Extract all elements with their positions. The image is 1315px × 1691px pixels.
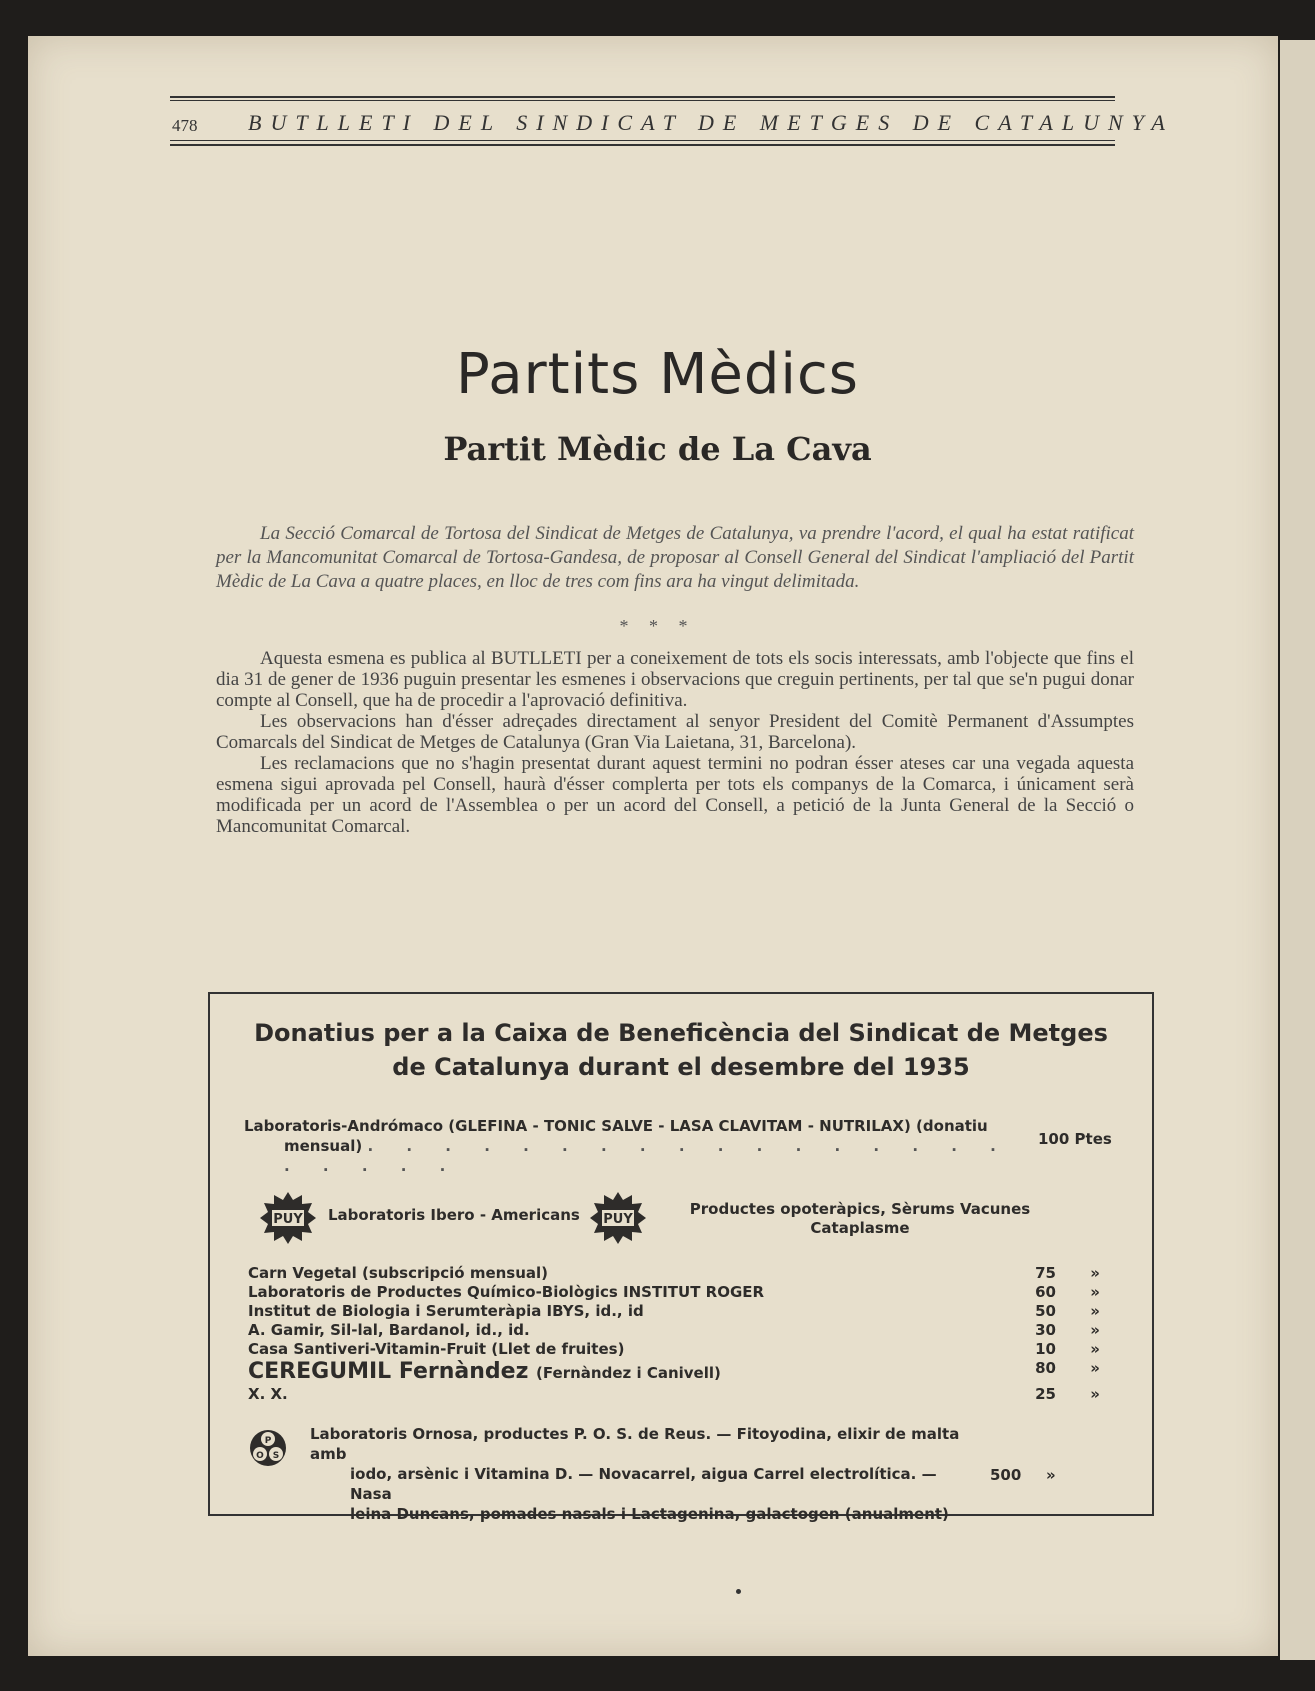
- donations-list: [248, 1264, 1128, 1404]
- svg-text:PUY: PUY: [603, 1212, 633, 1227]
- donation-row: [248, 1321, 1128, 1340]
- donation-row: [248, 1264, 1128, 1283]
- svg-text:PUY: PUY: [273, 1212, 303, 1227]
- donations-title: [220, 1016, 1142, 1084]
- svg-text:P: P: [264, 1436, 272, 1446]
- body-paragraph: Les reclamacions que no s'hagin presentat durant aquest termini no podran ésser ateses car una vegada aquesta esmena sigui aprovada pel Consell, haurà d'ésser complerta per tots els companys de la Comarca, i únicament serà modificada per un acord de l'Assemblea o per un acord del Consell, a petició de la Junta General de la Secció o Mancomunitat Comarcal.: [216, 753, 1134, 837]
- donation-row: [248, 1340, 1128, 1359]
- header-rule-top: [170, 96, 1115, 98]
- currency-ditto: »: [1090, 1321, 1100, 1339]
- puy-entry: [258, 1190, 1138, 1250]
- donations-title-line: de Catalunya durant el desembre del 1935: [392, 1053, 970, 1081]
- ink-speck: [736, 1589, 741, 1594]
- currency-ditto: »: [1090, 1385, 1100, 1403]
- intro-paragraph: La Secció Comarcal de Tortosa del Sindicat de Metges de Catalunya, va prendre l'acord, el qual ha estat ratificat per la Mancomunitat Comarcal de Tortosa-Gandesa, de proposar al Consell General del Sindicat l'ampliació del Partit Mèdic de La Cava a quatre places, en lloc de tres com fins ara ha vingut delimitada.: [216, 523, 1134, 592]
- donation-amount: 50: [1035, 1302, 1056, 1320]
- ornosa-text: [310, 1424, 970, 1524]
- donor-name: Casa Santiveri-Vitamin-Fruit (Llet de fruites): [248, 1340, 625, 1358]
- svg-text:O: O: [256, 1451, 264, 1461]
- puy-logo-icon: [588, 1190, 648, 1246]
- donation-amount: 10: [1035, 1340, 1056, 1358]
- donor-name: Laboratoris de Productes Químico-Biològics INSTITUT ROGER: [248, 1283, 765, 1301]
- donation-row: [248, 1359, 1128, 1385]
- currency-ditto: »: [1090, 1264, 1100, 1282]
- ornosa-amount: 500: [990, 1466, 1022, 1484]
- donation-amount: 75: [1035, 1264, 1056, 1282]
- puy-label: Laboratoris Ibero - Americans: [328, 1206, 580, 1224]
- donation-amount: 60: [1035, 1283, 1056, 1301]
- donor-name: X. X.: [248, 1385, 288, 1403]
- header-rule-bottom: [170, 144, 1115, 146]
- donation-amount: 80: [1035, 1359, 1056, 1377]
- donations-title-line: Donatius per a la Caixa de Beneficència del Sindicat de Metges: [254, 1019, 1108, 1047]
- currency-ditto: »: [1090, 1283, 1100, 1301]
- page-number: 478: [172, 116, 198, 135]
- running-title: BUTLLETI DEL SINDICAT DE METGES DE CATALUNYA: [248, 110, 1174, 135]
- page-title: Partits Mèdics: [456, 342, 859, 407]
- currency-ditto: »: [1090, 1302, 1100, 1320]
- currency-ditto: »: [1090, 1340, 1100, 1358]
- header-rule-bottom-thin: [170, 140, 1115, 141]
- adjacent-page-edge: [1280, 40, 1315, 1660]
- article-body: [216, 648, 1134, 837]
- donations-box: [208, 992, 1154, 1523]
- donation-row: [248, 1302, 1128, 1321]
- ornosa-line: Laboratoris Ornosa, productes P. O. S. de Reus. — Fitoyodina, elixir de malta amb: [310, 1425, 960, 1463]
- header-rule-top-thin: [170, 100, 1115, 101]
- pos-logo-icon: [248, 1428, 288, 1468]
- donor-name: CEREGUMIL Fernàndez (Fernàndez i Canivell): [248, 1359, 721, 1384]
- currency-ditto: »: [1090, 1359, 1100, 1377]
- svg-text:S: S: [272, 1451, 280, 1461]
- andromaco-text: Laboratoris-Andrómaco (GLEFINA - TONIC SALVE - LASA CLAVITAM - NUTRILAX) (donatiu: [244, 1117, 988, 1135]
- running-header: [170, 96, 1174, 148]
- andromaco-entry: [244, 1116, 1044, 1176]
- donation-row: [248, 1385, 1128, 1404]
- body-paragraph: Aquesta esmena es publica al BUTLLETI per a coneixement de tots els socis interessats, amb l'objecte que fins el dia 31 de gener de 1936 puguin presentar les esmenes i observacions que creguin pertinents, per tal que se'n pugui donar compte al Consell, que ha de procedir a l'aprovació definitiva.: [216, 648, 1134, 711]
- donation-row: [248, 1283, 1128, 1302]
- andromaco-amount: 100 Ptes: [1038, 1130, 1112, 1148]
- donation-amount: 25: [1035, 1385, 1056, 1403]
- andromaco-text-cont: mensual) . . . . . . . . . . . . . . . . . . . . . .: [284, 1137, 1010, 1175]
- puy-products: Productes opoteràpics, Sèrums Vacunes Cataplasme: [689, 1200, 1031, 1237]
- donor-name: Carn Vegetal (subscripció mensual): [248, 1264, 549, 1282]
- article-subtitle: Partit Mèdic de La Cava: [443, 430, 872, 468]
- ornosa-line: iodo, arsènic i Vitamina D. — Novacarrel, aigua Carrel electrolítica. — Nasa: [350, 1465, 937, 1503]
- donation-amount: 30: [1035, 1321, 1056, 1339]
- body-paragraph: Les observacions han d'ésser adreçades directament al senyor President del Comitè Permanent d'Assumptes Comarcals del Sindicat de Metges de Catalunya (Gran Via Laietana, 31, Barcelona).: [216, 711, 1134, 753]
- ornosa-line: leina Duncans, pomades nasals i Lactagenina, galactogen (anualment): [350, 1505, 949, 1523]
- puy-logo-icon: [258, 1190, 318, 1246]
- currency-ditto: »: [1046, 1466, 1056, 1484]
- section-separator: * * *: [619, 616, 696, 636]
- donor-name: A. Gamir, Sil-lal, Bardanol, id., id.: [248, 1321, 530, 1339]
- donor-name: Institut de Biologia i Serumteràpia IBYS, id., id: [248, 1302, 644, 1320]
